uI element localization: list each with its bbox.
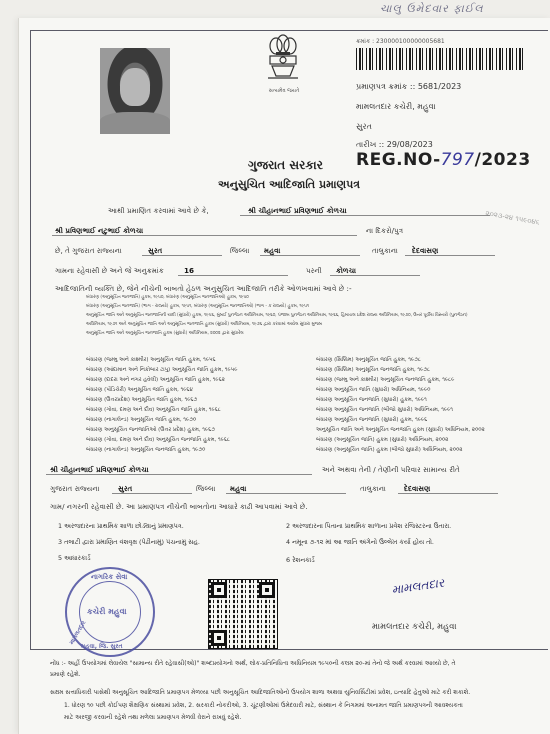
- tribe-value: કોળચા: [336, 266, 356, 275]
- order-right-item: બંધારણ (જમ્મુ અને કાશ્મીર) અનુસૂચિત જનજાતિ હુકમ, ૧૯૮૯: [316, 377, 455, 383]
- resident-district-label: જિલ્લા: [196, 484, 216, 493]
- father-name: શ્રી પ્રવિણભાઈ નટુભાઈ કોળચા: [55, 226, 144, 235]
- order-line: બંધારણ (અનુસૂચિત જનજાતિ) હુકમ, ૧૯૫૦, બંધારણ (અનુસૂચિત જનજાતિઓ) હુકમ, ૧૯૫૦: [86, 295, 249, 300]
- side-stamp: ૨૦૨૩-૨૪ ૧૫૯૦૪૬: [484, 209, 541, 227]
- district-value: સુરત: [148, 246, 163, 255]
- resident-village: દેદવાસણ: [404, 484, 431, 493]
- certify-line: આથી પ્રમાણિત કરવામાં આવે છે કે,: [108, 206, 209, 215]
- signatory-title: મામલતદાર કચેરી, મહુવા: [372, 622, 457, 632]
- applicant-name: શ્રી ચીહાનભાઈ પ્રવિણભાઈ કોળચા: [248, 206, 347, 215]
- footnote: 1. ધોરણ ૧૦ પછી કોઈપણ શૈક્ષણિક સંસ્થામાં પ્રવેશ, 2. સરકારી નોકરીઓ, 3. ચૂંટણીઓમાં ઉમેદવારી માટે, સંસ્થાન કે નિગમમાં અનામત જાતિ પ્રમાણપત્રની આવશ્યકતા: [64, 702, 463, 709]
- resident-district: સુરત: [118, 484, 133, 493]
- order-left-item: બંધારણ (નાગાલેન્ડ) અનુસૂચિત જનજાતિ હુકમ, ૧૯૭૦: [86, 447, 206, 453]
- order-line: અનુસૂચિત જાતિ અને અનુસૂચિત જનજાતિની યાદી (સુધારો) હુકમ, ૧૯૫૬, મુંબઈ પુનર્ગઠન અધિનિયમ, ૧૯૬૦, પંજાબ પુનર્ગઠન અધિનિયમ, ૧૯૬૬, હિમાચલ પ્રદેશ રાજ્ય અધિનિયમ, ૧૯૭૦, ઉત્તર પૂર્વીય વિસ્તારો (પુનર્ગઠન): [86, 313, 468, 318]
- order-left-item: બંધારણ (આંદામાન અને નિકોબાર ટાપુ) અનુસૂચિત જાતિ હુકમ, ૧૯૫૯: [86, 367, 238, 373]
- recognition-text: આદિજાતિની વ્યક્તિ છે, જેને નીચેની બાબતો હેઠળ અનુસુચિત આદિજાતિ તરીકે ઓળખવામાં આવે છે :-: [55, 284, 352, 293]
- state-label: છે, તે ગુજરાત રાજ્યના: [55, 246, 122, 255]
- footnote: સક્ષમ સત્તાધિકારી પાસેથી અનુસૂચિત આદિજાતિ પ્રમાણપત્ર મેળવ્યા પછી અનુસૂચિત આદિજાતિઓનો ઉપયોગ શાળા અથવા યુનિવર્સિટીમાં પ્રવેશ, ઇત્યાદિ હેતુઓ માટે કરી શકાશે.: [50, 689, 471, 696]
- document-item: 1 અરજદારના પ્રાથમિક શાળા છોડ્યાનું પ્રમાણપત્ર.: [58, 522, 184, 530]
- resident-name: શ્રી ચીહાનભાઈ પ્રવિણભાઈ કોળચા: [50, 465, 149, 474]
- order-left-item: બંધારણ (જમ્મુ અને કાશ્મીર) અનુસૂચિત જાતિ હુકમ, ૧૯૫૬: [86, 357, 216, 363]
- order-right-item: અનુસૂચિત જાતિ અને અનુસૂચિત જનજાતિ હુકમ (સુધારો) અધિનિયમ, ૨૦૦૨: [316, 427, 485, 433]
- taluka-label: તાલુકાના: [372, 246, 398, 255]
- footnote: નોંધ :- અહીં ઉપયોગમાં લેવાયેલ "સામાન્ય રીતે રહેવાસી(ઓ)" શબ્દપ્રયોગનો અર્થ, લોક-પ્રતિનિધિત્વ અધિનિયમ ૧૯૫૦ની કલમ ૨૦-માં તેનો જે અર્થ કરવામાં આવ્યો છે, તે: [50, 660, 456, 667]
- serial-number: ક્રમાંક : 230000100000005681: [356, 38, 445, 45]
- order-right-item: બંધારણ (અનુસૂચિત જાતિ) હુકમ (બીજો સુધારો) અધિનિયમ, ૨૦૦૨: [316, 447, 463, 453]
- footnote: પ્રમાણે રહેશે.: [50, 671, 81, 678]
- village-value: દેદવાસણ: [412, 246, 439, 255]
- certificate-number: પ્રમાણપત્ર ક્રમાંક :: 5681/2023: [356, 82, 462, 91]
- serial-label: ગામના રહેવાસી છે અને જે અનુક્રમાંક: [55, 266, 164, 275]
- document-item: 2 અરજદારના પિતાના પ્રાથમિક શાળાના પ્રવેશ રજિસ્ટરના ઉતારા.: [286, 522, 452, 530]
- issue-date: તારીખ :: 29/08/2023: [356, 140, 433, 149]
- order-line: અનુસૂચિત જાતિ અને અનુસૂચિત જનજાતિ હુકમ (સુધારો) અધિનિયમ, ૨૦૦૨ દ્વારા સુધારેલ: [86, 331, 244, 336]
- footnote: માટે અરજી કરવાની રહેશે તથા મળેલા પ્રમાણપત્ર મેળવી વેરાને રાખવું રહેશે.: [64, 714, 242, 721]
- order-right-item: બંધારણ અનુસૂચિત જનજાતિ (બીજો સુધારો) અધિનિયમ, ૧૯૯૧: [316, 407, 453, 413]
- order-line: અધિનિયમ, ૧૯૭૧ અને અનુસૂચિત જાતિ અને અનુસૂચિત જનજાતિ હુકમ (સુધારો) અધિનિયમ, ૧૯૭૬ દ્વારા કરવામાં આવેલ સુધારા મુજબ: [86, 322, 323, 327]
- office-seal: નાગરિક સેવા કચેરી મહુવા મામલતદાર મહુવા, જિ. સુરત: [65, 567, 155, 657]
- resident-taluka-label: તાલુકાના: [360, 484, 386, 493]
- order-right-item: બંધારણ અનુસૂચિત જનજાતિ (સુધારો) હુકમ, ૧૯૯૧: [316, 397, 427, 403]
- order-right-item: બંધારણ (સિક્કિમ) અનુસૂચિત જાતિ હુકમ, ૧૯૭૮: [316, 357, 421, 363]
- order-right-item: બંધારણ અનુસૂચિત જાતિ (સુધારો) અધિનિયમ, ૧૯૯૦: [316, 387, 431, 393]
- office-district: સુરત: [356, 122, 372, 131]
- issuing-office: મામલતદાર કચેરી, મહુવા: [356, 102, 436, 111]
- order-left-item: બંધારણ (ગોવા, દમણ અને દીવ) અનુસૂચિત જનજાતિ હુકમ, ૧૯૬૮: [86, 437, 230, 443]
- resident-suffix: અને અથવા તેની / તેણીની પરિવાર સામાન્ય રીતે: [322, 465, 460, 474]
- relation-label: ના દિકરો/પુત્ર: [366, 226, 404, 235]
- order-left-item: બંધારણ (ગોવા, દમણ અને દીવ) અનુસૂચિત જાતિ હુકમ, ૧૯૬૮: [86, 407, 221, 413]
- officer-signature: મામલતદાર: [390, 575, 446, 597]
- document-item: 4 નમૂના ૭-૧૨ માં આ જાતિ અંગેનો ઉલ્લેખ કર્યા હોય તો.: [286, 538, 434, 546]
- order-left-item: બંધારણ (ઉત્તરપ્રદેશ) અનુસૂચિત જાતિ હુકમ, ૧૯૬૭: [86, 397, 198, 403]
- order-right-item: બંધારણ અનુસૂચિત જનજાતિ (સુધારો) હુકમ, ૧૯૯૬: [316, 417, 428, 423]
- document-item: 3 તલાટી દ્વારા પ્રમાણિત વંશવૃક્ષ (પેઢીનામું) પંચનામું સહ.: [58, 538, 200, 546]
- district-label: જિલ્લા: [230, 246, 250, 255]
- order-right-item: બંધારણ (સિક્કિમ) અનુસૂચિત જનજાતિ હુકમ, ૧૯૭૮: [316, 367, 430, 373]
- barcode: [356, 48, 526, 70]
- tribe-label: પરની: [306, 266, 322, 275]
- document-item: 6 રેશનકાર્ડ: [286, 556, 315, 564]
- serial-value: 16: [184, 266, 195, 275]
- margin-handwriting: ચાલુ ઉમેદવાર ફાઈલ: [380, 2, 484, 15]
- applicant-photo: [100, 48, 170, 134]
- order-line: બંધારણ (અનુસૂચિત જનજાતિ) (ભાગ - રાજ્યો) હુકમ, ૧૯૫૧, બંધારણ (અનુસૂચિત જનજાતિઓ) (ભાગ - ક રાજ્યો) હુકમ, ૧૯૫૧: [86, 304, 309, 309]
- basis-text: ગામ/ નગરની રહેવાસી છે. આ પ્રમાણપત્ર નીચેની બાબતોના આધારે કાઢી આપવામાં આવે છે.: [50, 502, 308, 511]
- certificate-title: અનુસુચિત આદિજાતિ પ્રમાણપત્ર: [218, 178, 361, 191]
- document-item: 5 આધારકાર્ડ: [58, 554, 91, 562]
- government-title: ગુજરાત સરકાર: [248, 158, 323, 172]
- emblem-caption: સત્યમેવ જયતે: [268, 88, 300, 94]
- qr-code: [208, 579, 278, 649]
- order-left-item: બંધારણ (પોંડિચેરી) અનુસૂચિત જાતિ હુકમ, ૧૯૬૪: [86, 387, 193, 393]
- registration-number: REG.NO-797/2023: [356, 150, 531, 170]
- order-left-item: બંધારણ અનુસૂચિત જનજાતિઓ (ઉત્તર પ્રદેશ) હુકમ, ૧૯૬૭: [86, 427, 215, 433]
- order-left-item: બંધારણ (દાદરા અને નગર હવેલી) અનુસૂચિત જાતિ હુકમ, ૧૯૬૨: [86, 377, 225, 383]
- order-left-item: બંધારણ (નાગાલેન્ડ) અનુસૂચિત જાતિ હુકમ, ૧૯૭૦: [86, 417, 197, 423]
- ashoka-emblem-icon: [262, 32, 304, 90]
- resident-taluka: મહુવા: [230, 484, 247, 493]
- taluka-value: મહુવા: [264, 246, 281, 255]
- order-right-item: બંધારણ (અનુસૂચિત જાતિ) હુકમ (સુધારો) અધિનિયમ, ૨૦૦૨: [316, 437, 449, 443]
- resident-state: ગુજરાત રાજ્યના: [50, 484, 100, 493]
